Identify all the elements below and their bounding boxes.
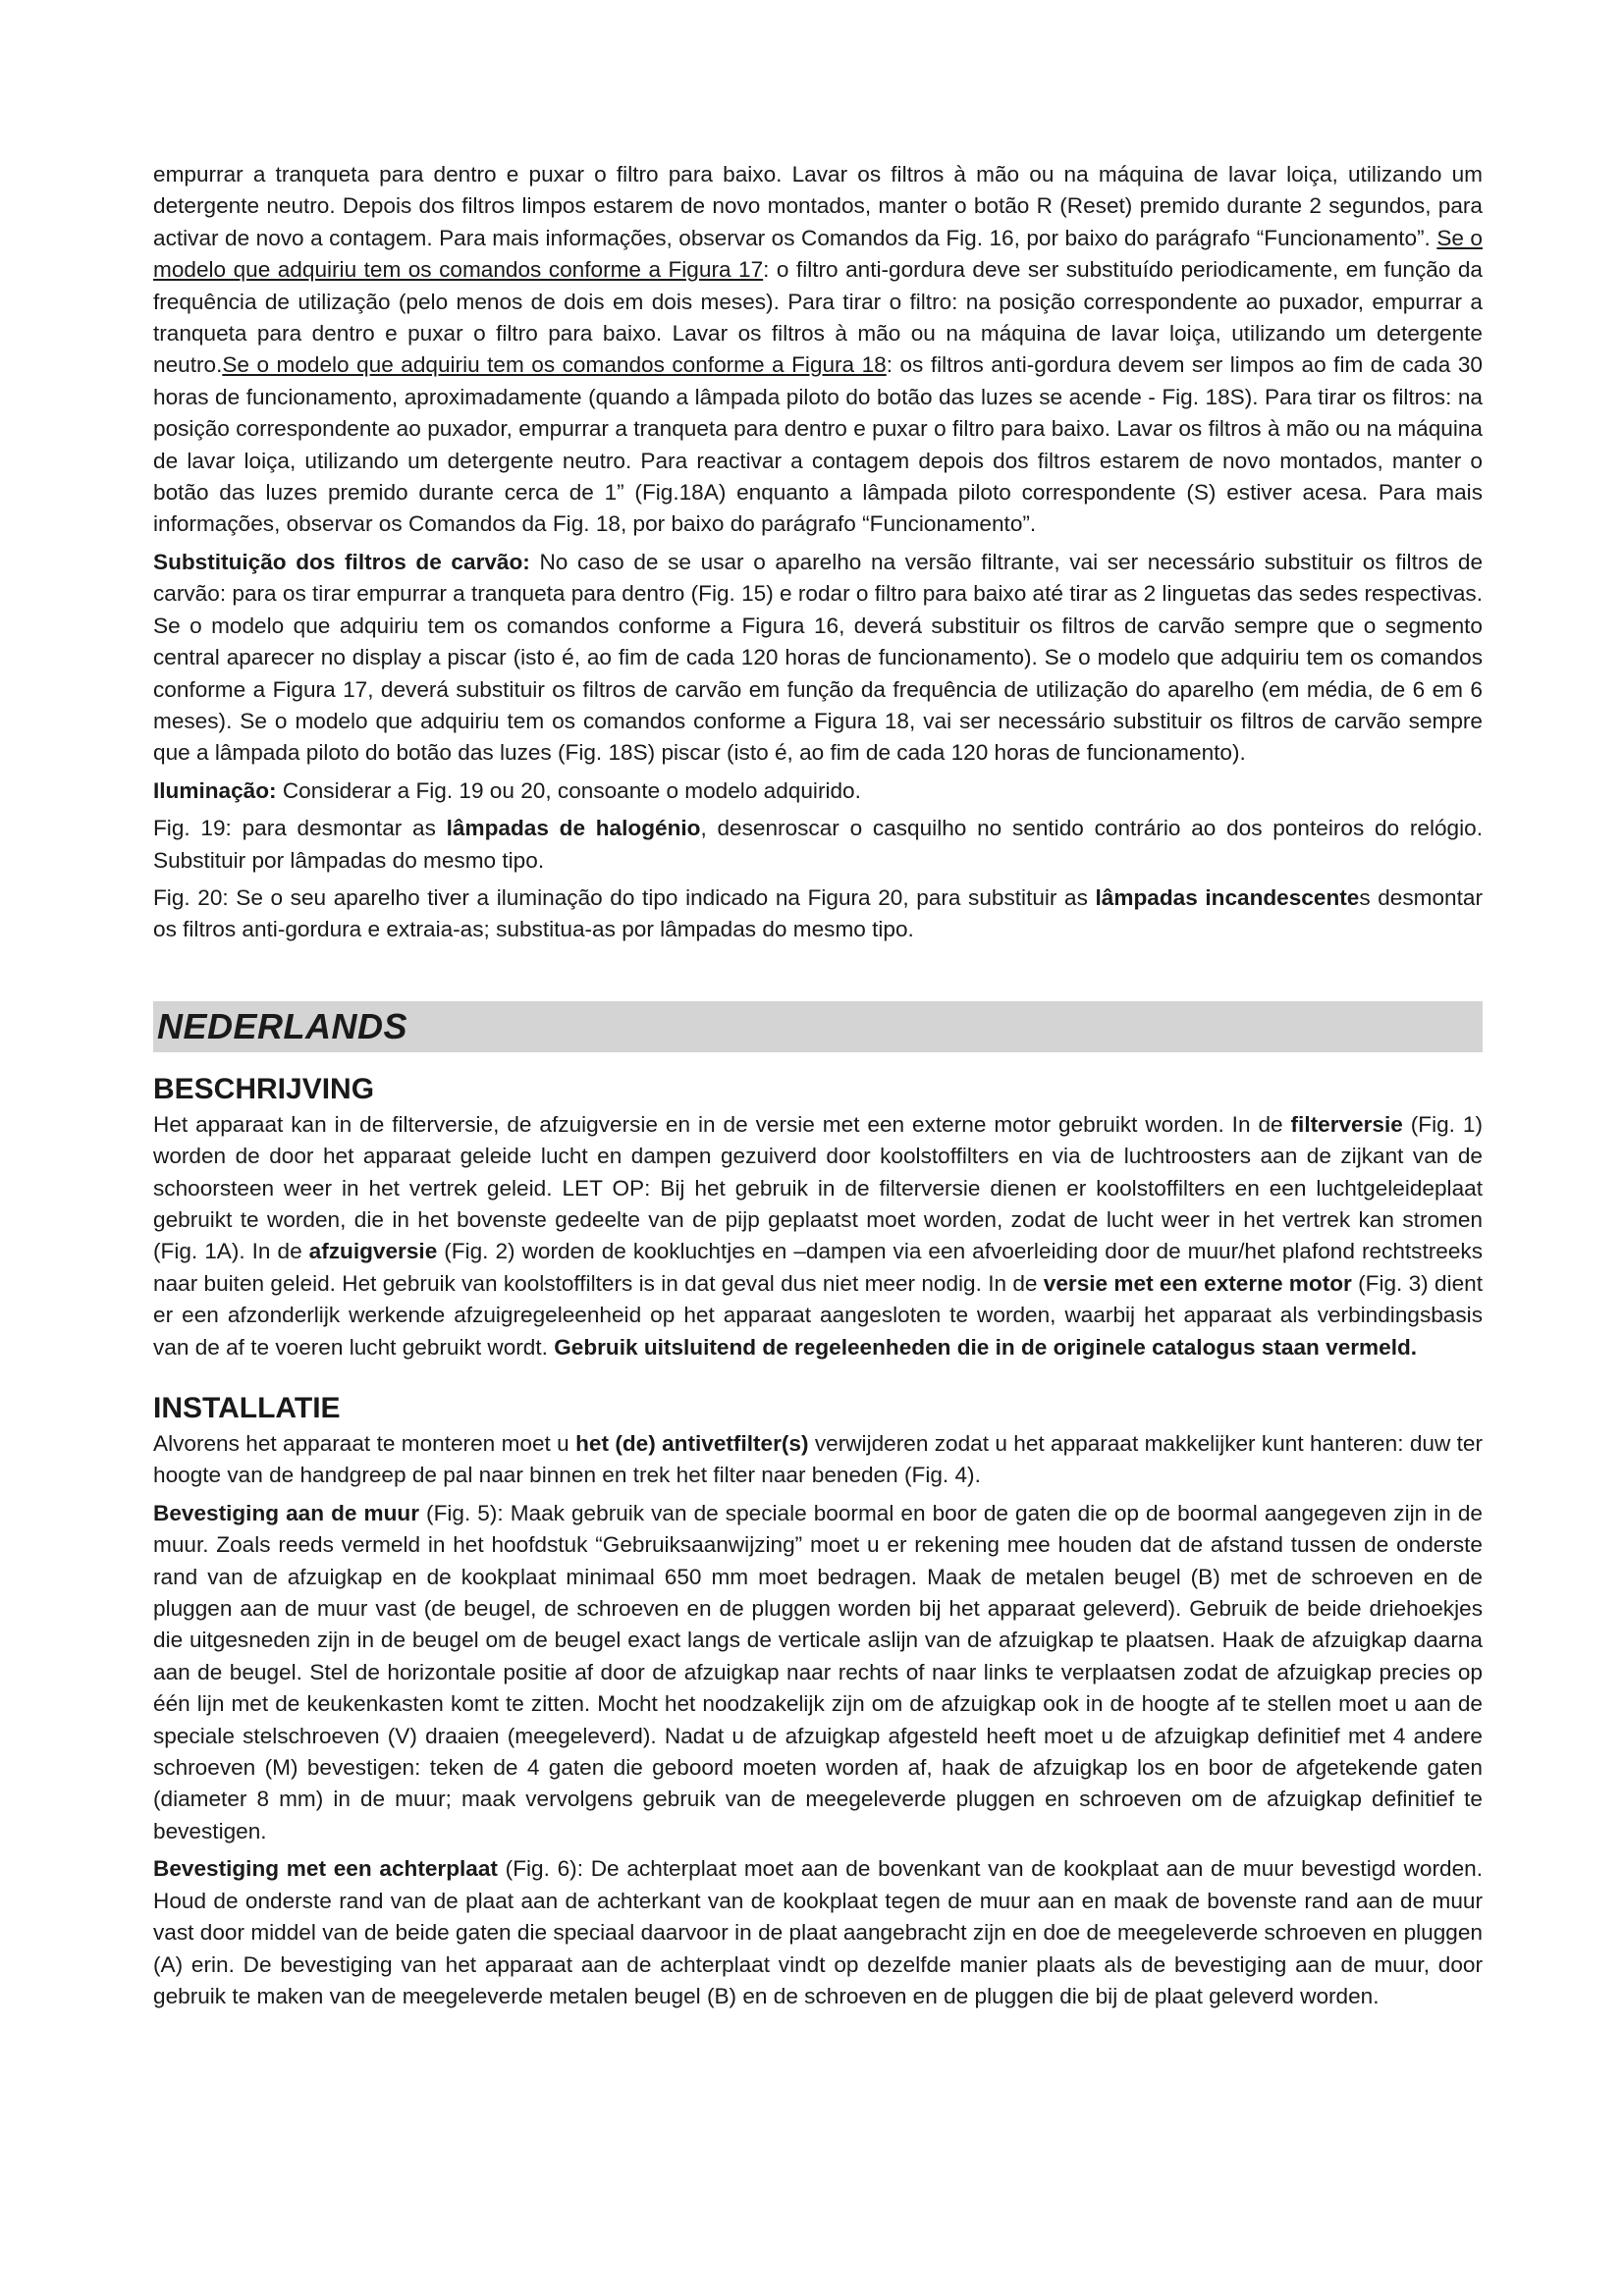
paragraph-fig19: [153, 813, 1483, 877]
bold-lead: Substituição dos filtros de carvão:: [153, 549, 530, 574]
bold-lead: Iluminação:: [153, 777, 277, 803]
text-run: Fig. 19: para desmontar as: [153, 816, 447, 841]
underlined-text: Se o modelo que adquiriu tem os comandos conforme a Figura 17: [153, 225, 1483, 283]
paragraph-filter-cleaning: [153, 159, 1483, 541]
bold-term: Gebruik uitsluitend de regeleenheden die in de originele catalogus staan vermeld: [554, 1334, 1411, 1360]
language-banner-title: NEDERLANDS: [157, 1005, 408, 1046]
text-run: Het apparaat kan in de filterversie, de afzuigversie en in de versie met een externe motor gebruikt worden. In de: [153, 1111, 1291, 1137]
text-run: , desenroscar o casquilho no sentido contrário ao dos ponteiros do relógio. Substituir por lâmpadas do mesmo tipo.: [153, 816, 1483, 873]
underlined-text: Se o modelo que adquiriu tem os comandos conforme a Figura 18: [222, 352, 887, 378]
text-run: (Fig. 2) worden de kookluchtjes en –dampen via een afvoerleiding door de muur/het plafond rechtstreeks naar buiten geleid. Het gebruik van koolstoffilters is in dat geval dus niet meer nodig. In de: [153, 1239, 1484, 1296]
text-run: verwijderen zodat u het apparaat makkelijker kunt hanteren: duw ter hoogte van de handgreep de pal naar binnen en trek het filter naar beneden (Fig. 4).: [153, 1431, 1483, 1488]
paragraph-beschrijving: [153, 1109, 1483, 1363]
paragraph-lighting: [153, 775, 1483, 807]
paragraph-carbon-filters: [153, 547, 1483, 770]
bold-term: het (de) antivetfilter(s): [575, 1431, 809, 1456]
paragraph-installatie-intro: [153, 1428, 1483, 1492]
bold-term: afzuigversie: [308, 1239, 438, 1264]
bold-lead: Bevestiging met een achterplaat: [153, 1856, 498, 1882]
text-run: Fig. 20: Se o seu aparelho tiver a iluminação do tipo indicado na Figura 20, para substituir as: [153, 884, 1096, 910]
bold-term: lâmpadas incandescente: [1095, 884, 1360, 910]
paragraph-bevestiging-achterplaat: [153, 1853, 1483, 2012]
text-run: empurrar a tranqueta para dentro e puxar o filtro para baixo. Lavar os filtros à mão ou na máquina de lavar loiça, utilizando um detergente neutro. Depois dos filtros limpos estarem de novo montados, manter o botão R (Reset) premido durante 2 segundos, para activar de novo a contagem. Para mais informações, observar os Comandos da Fig. 16, por baixo do parágrafo “Funcionamento”.: [153, 162, 1483, 250]
document-page: [153, 159, 1483, 2018]
text-run: Considerar a Fig. 19 ou 20, consoante o modelo adquirido.: [276, 777, 861, 803]
bold-term: filterversie: [1290, 1111, 1403, 1137]
bold-term: versie met een externe motor: [1043, 1270, 1352, 1296]
bold-lead: Bevestiging aan de muur: [153, 1500, 419, 1525]
text-run: (Fig. 5): Maak gebruik van de speciale boormal en boor de gaten die op de boormal aangegeven zijn in de muur. Zoals reeds vermeld in het hoofdstuk “Gebruiksaanwijzing” moet u er rekening mee houden dat de afstand tussen de onderste rand van de afzuigkap en de kookplaat minimaal 650 mm moet bedragen. Maak de metalen beugel (B) met de schroeven en de pluggen aan de muur vast (de beugel, de schroeven en de pluggen worden bij het apparaat geleverd). Gebruik de beide driehoekjes die uitgesneden zijn in de beugel om de beugel exact langs de verticale aslijn van de afzuigkap te plaatsen. Haak de afzuigkap daarna aan de beugel. Stel de horizontale positie af door de afzuigkap naar rechts of naar links te verplaatsen zodat de afzuigkap precies op één lijn met de keukenkasten komt te zitten. Mocht het noodzakelijk zijn om de afzuigkap ook in de hoogte af te stellen moet u aan de speciale stelschroeven (V) draaien (meegeleverd). Nadat u de afzuigkap afgesteld heeft moet u de afzuigkap definitief met 4 andere schroeven (M) bevestigen: teken de 4 gaten die geboord moeten worden af, haak de afzuigkap los en boor de afgetekende gaten (diameter 8 mm) in de muur; maak vervolgens gebruik van de meegeleverde pluggen en schroeven om de afzuigkap definitief te bevestigen.: [153, 1500, 1483, 1843]
text-run: No caso de se usar o aparelho na versão filtrante, vai ser necessário substituir os filtros de carvão: para os tirar empurrar a tranqueta para dentro (Fig. 15) e rodar o filtro para baixo até tirar as 2 linguetas das sedes respectivas. Se o modelo que adquiriu tem os comandos conforme a Figura 16, deverá substituir os filtros de carvão sempre que o segmento central aparecer no display a piscar (isto é, ao fim de cada 120 horas de funcionamento). Se o modelo que adquiriu tem os comandos conforme a Figura 17, deverá substituir os filtros de carvão em função da frequência de utilização do aparelho (em média, de 6 em 6 meses). Se o modelo que adquiriu tem os comandos conforme a Figura 18, vai ser necessário substituir os filtros de carvão sempre que a lâmpada piloto do botão das luzes (Fig. 18S) piscar (isto é, ao fim de cada 120 horas de funcionamento).: [153, 549, 1484, 766]
text-run: (Fig. 1) worden de door het apparaat geleide lucht en dampen gezuiverd door koolstoffilters en via de luchtroosters aan de zijkant van de schoorsteen weer in het vertrek geleid. LET OP: Bij het gebruik in de filterversie dienen er koolstoffilters en een luchtgeleideplaat gebruikt te worden, die in het bovenste gedeelte van de pijp geplaatst moet worden, zodat de lucht weer in het vertrek kan stromen (Fig. 1A). In de: [153, 1111, 1483, 1264]
text-run: s desmontar os filtros anti-gordura e extraia-as; substitua-as por lâmpadas do mesmo tipo.: [153, 884, 1483, 942]
text-run: (Fig. 6): De achterplaat moet aan de bovenkant van de kookplaat aan de muur bevestigd worden. Houd de onderste rand van de plaat aan de achterkant van de kookplaat tegen de muur aan en maak de bovenste rand aan de muur vast door middel van de beide gaten die speciaal daarvoor in de plaat aangebracht zijn en doe de meegeleverde schroeven en pluggen (A) erin. De bevestiging van het apparaat aan de achterplaat vindt op dezelfde manier plaats als de bevestiging aan de muur, door gebruik te maken van de meegeleverde metalen beugel (B) en de schroeven en de pluggen die bij de plaat geleverd worden.: [153, 1856, 1483, 2008]
text-run: Alvorens het apparaat te monteren moet u: [153, 1431, 576, 1456]
bold-term: lâmpadas de halogénio: [446, 816, 701, 841]
bold-term: .: [1410, 1334, 1418, 1360]
paragraph-fig20: [153, 882, 1483, 946]
heading-beschrijving: BESCHRIJVING: [153, 1072, 375, 1105]
heading-installatie: INSTALLATIE: [153, 1392, 341, 1424]
text-run: (Fig. 3) dient er een afzonderlijk werkende afzuigregeleenheid op het apparaat aangesloten te worden, waarbij het apparaat als verbindingsbasis van de af te voeren lucht gebruikt wordt.: [153, 1270, 1483, 1360]
text-run: : o filtro anti-gordura deve ser substituído periodicamente, em função da frequência de utilização (pelo menos de dois em dois meses). Para tirar o filtro: na posição correspondente ao puxador, empurrar a tranqueta para dentro e puxar o filtro para baixo. Lavar os filtros à mão ou na máquina de lavar loiça, utilizando um detergente neutro.: [153, 257, 1483, 378]
language-banner: [153, 1001, 1483, 1052]
text-run: : os filtros anti-gordura devem ser limpos ao fim de cada 30 horas de funcionamento, aproximadamente (quando a lâmpada piloto do botão das luzes se acende - Fig. 18S). Para tirar os filtros: na posição correspondente ao puxador, empurrar a tranqueta para dentro e puxar o filtro para baixo. Lavar os filtros à mão ou na máquina de lavar loiça, utilizando um detergente neutro. Para reactivar a contagem depois dos filtros estarem de novo montados, manter o botão das luzes premido durante cerca de 1” (Fig.18A) enquanto a lâmpada piloto correspondente (S) estiver acesa. Para mais informações, observar os Comandos da Fig. 18, por baixo do parágrafo “Funcionamento”.: [153, 352, 1483, 537]
paragraph-bevestiging-muur: [153, 1498, 1483, 1847]
